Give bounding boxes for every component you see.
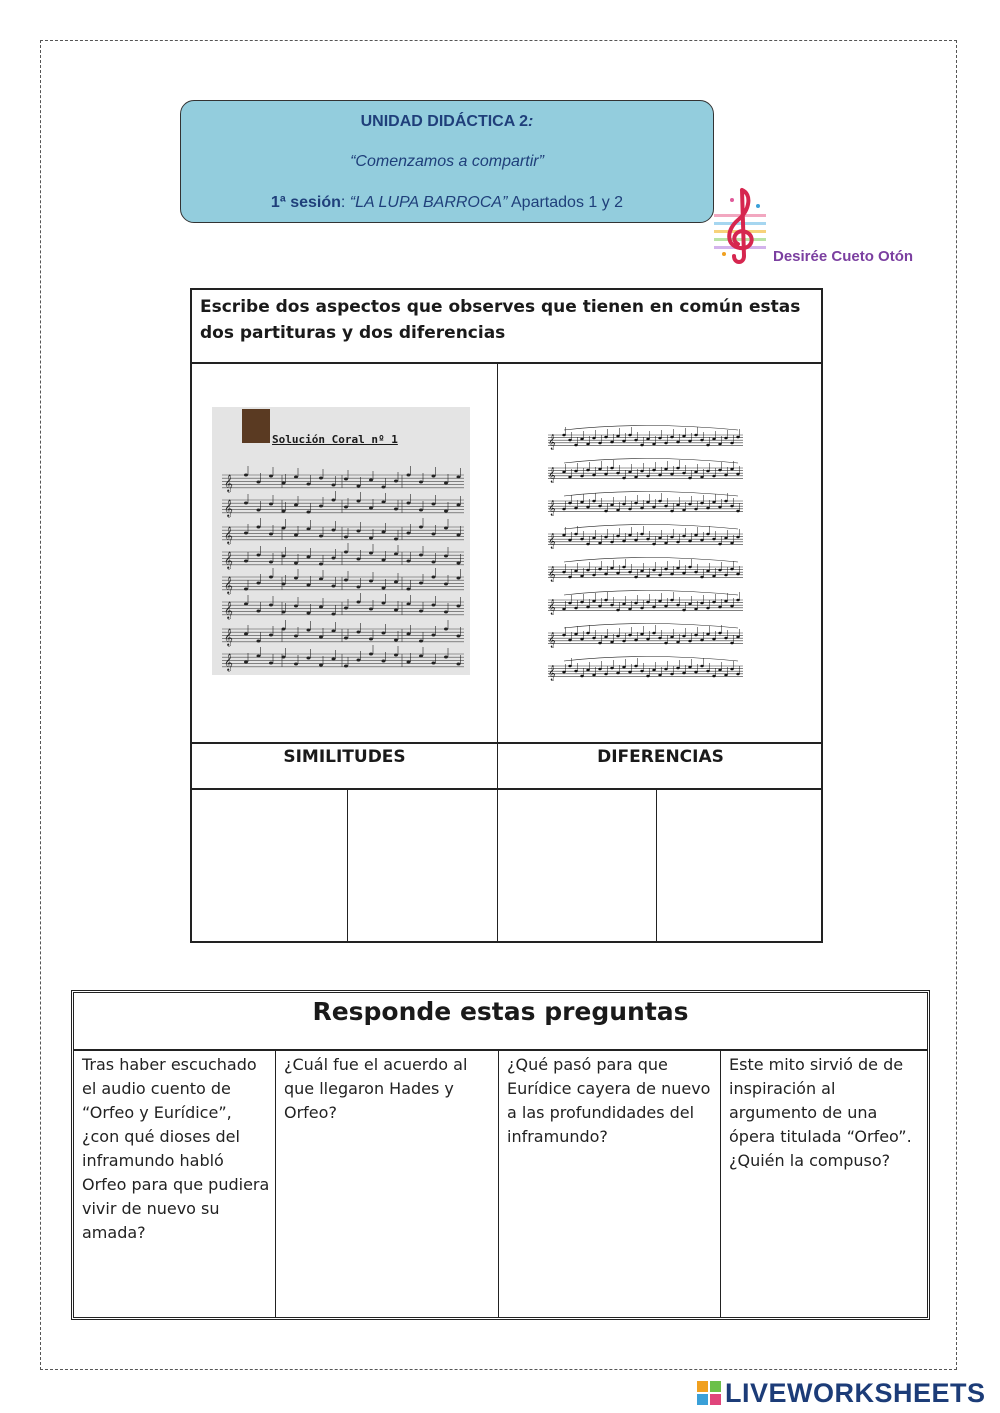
row-divider	[192, 362, 821, 364]
score-title: Solución Coral nº 1	[272, 433, 398, 446]
logo-text: LIVEWORKSHEETS	[725, 1377, 986, 1408]
differences-header: DIFERENCIAS	[597, 747, 724, 767]
similarity-answer-1[interactable]	[194, 791, 344, 939]
column-divider	[498, 1049, 499, 1317]
comparison-prompt: Escribe dos aspectos que observes que tienen en común estas dos partituras y dos diferencias	[200, 297, 801, 343]
treble-clef-icon	[712, 184, 772, 266]
similarities-header: SIMILITUDES	[283, 747, 406, 767]
column-divider	[497, 743, 498, 788]
unit-title: UNIDAD DIDÁCTICA 2:	[360, 113, 534, 130]
svg-text:𝄞: 𝄞	[548, 500, 556, 515]
question-3: ¿Qué pasó para que Eurídice cayera de nuevo a las profundidades del inframundo?	[507, 1055, 711, 1146]
answer-divider	[347, 789, 348, 941]
question-2: ¿Cuál fue el acuerdo al que llegaron Hades y Orfeo?	[284, 1055, 468, 1122]
left-score-staves	[212, 407, 470, 675]
svg-text:𝄞: 𝄞	[224, 527, 233, 544]
questions-table	[71, 990, 930, 1320]
svg-text:𝄞: 𝄞	[224, 475, 233, 492]
svg-text:𝄞: 𝄞	[548, 434, 556, 449]
comparison-table	[190, 288, 823, 943]
svg-text:𝄞: 𝄞	[224, 602, 233, 619]
svg-text:𝄞: 𝄞	[224, 654, 233, 671]
svg-text:𝄞: 𝄞	[224, 629, 233, 646]
left-score-image	[212, 407, 470, 675]
row-divider	[74, 1049, 927, 1051]
session-line: 1ª sesión: “LA LUPA BARROCA” Apartados 1 y 2	[270, 194, 624, 211]
svg-text:𝄞: 𝄞	[548, 566, 556, 581]
header-box	[180, 100, 714, 223]
svg-text:𝄞: 𝄞	[548, 665, 556, 680]
row-divider	[192, 788, 821, 790]
unit-subtitle: “Comenzamos a compartir”	[350, 153, 544, 170]
svg-text:𝄞: 𝄞	[548, 632, 556, 647]
column-divider	[275, 1049, 276, 1317]
row-divider	[192, 742, 821, 744]
question-4: Este mito sirvió de de inspiración al argumento de una ópera titulada “Orfeo”. ¿Quién la compuso?	[729, 1055, 912, 1170]
svg-text:𝄞: 𝄞	[548, 599, 556, 614]
logo-blocks-icon	[697, 1381, 721, 1405]
difference-answer-1[interactable]	[500, 791, 654, 939]
question-1: Tras haber escuchado el audio cuento de “Orfeo y Eurídice”, ¿con qué dioses del inframundo habló Orfeo para que pudiera vivir de nuevo su amada?	[82, 1055, 270, 1242]
questions-title: Responde estas preguntas	[312, 997, 689, 1026]
column-divider	[497, 363, 498, 743]
right-score-image	[548, 415, 748, 695]
column-divider	[720, 1049, 721, 1317]
difference-answer-2[interactable]	[659, 791, 819, 939]
answer-divider	[497, 789, 498, 941]
liveworksheets-logo	[697, 1378, 986, 1408]
svg-text:𝄞: 𝄞	[548, 533, 556, 548]
svg-text:𝄞: 𝄞	[548, 467, 556, 482]
svg-text:𝄞: 𝄞	[224, 552, 233, 569]
similarity-answer-2[interactable]	[350, 791, 495, 939]
answer-divider	[656, 789, 657, 941]
svg-text:𝄞: 𝄞	[224, 500, 233, 517]
author-name: Desirée Cueto Otón	[773, 248, 914, 265]
svg-text:𝄞: 𝄞	[224, 577, 233, 594]
